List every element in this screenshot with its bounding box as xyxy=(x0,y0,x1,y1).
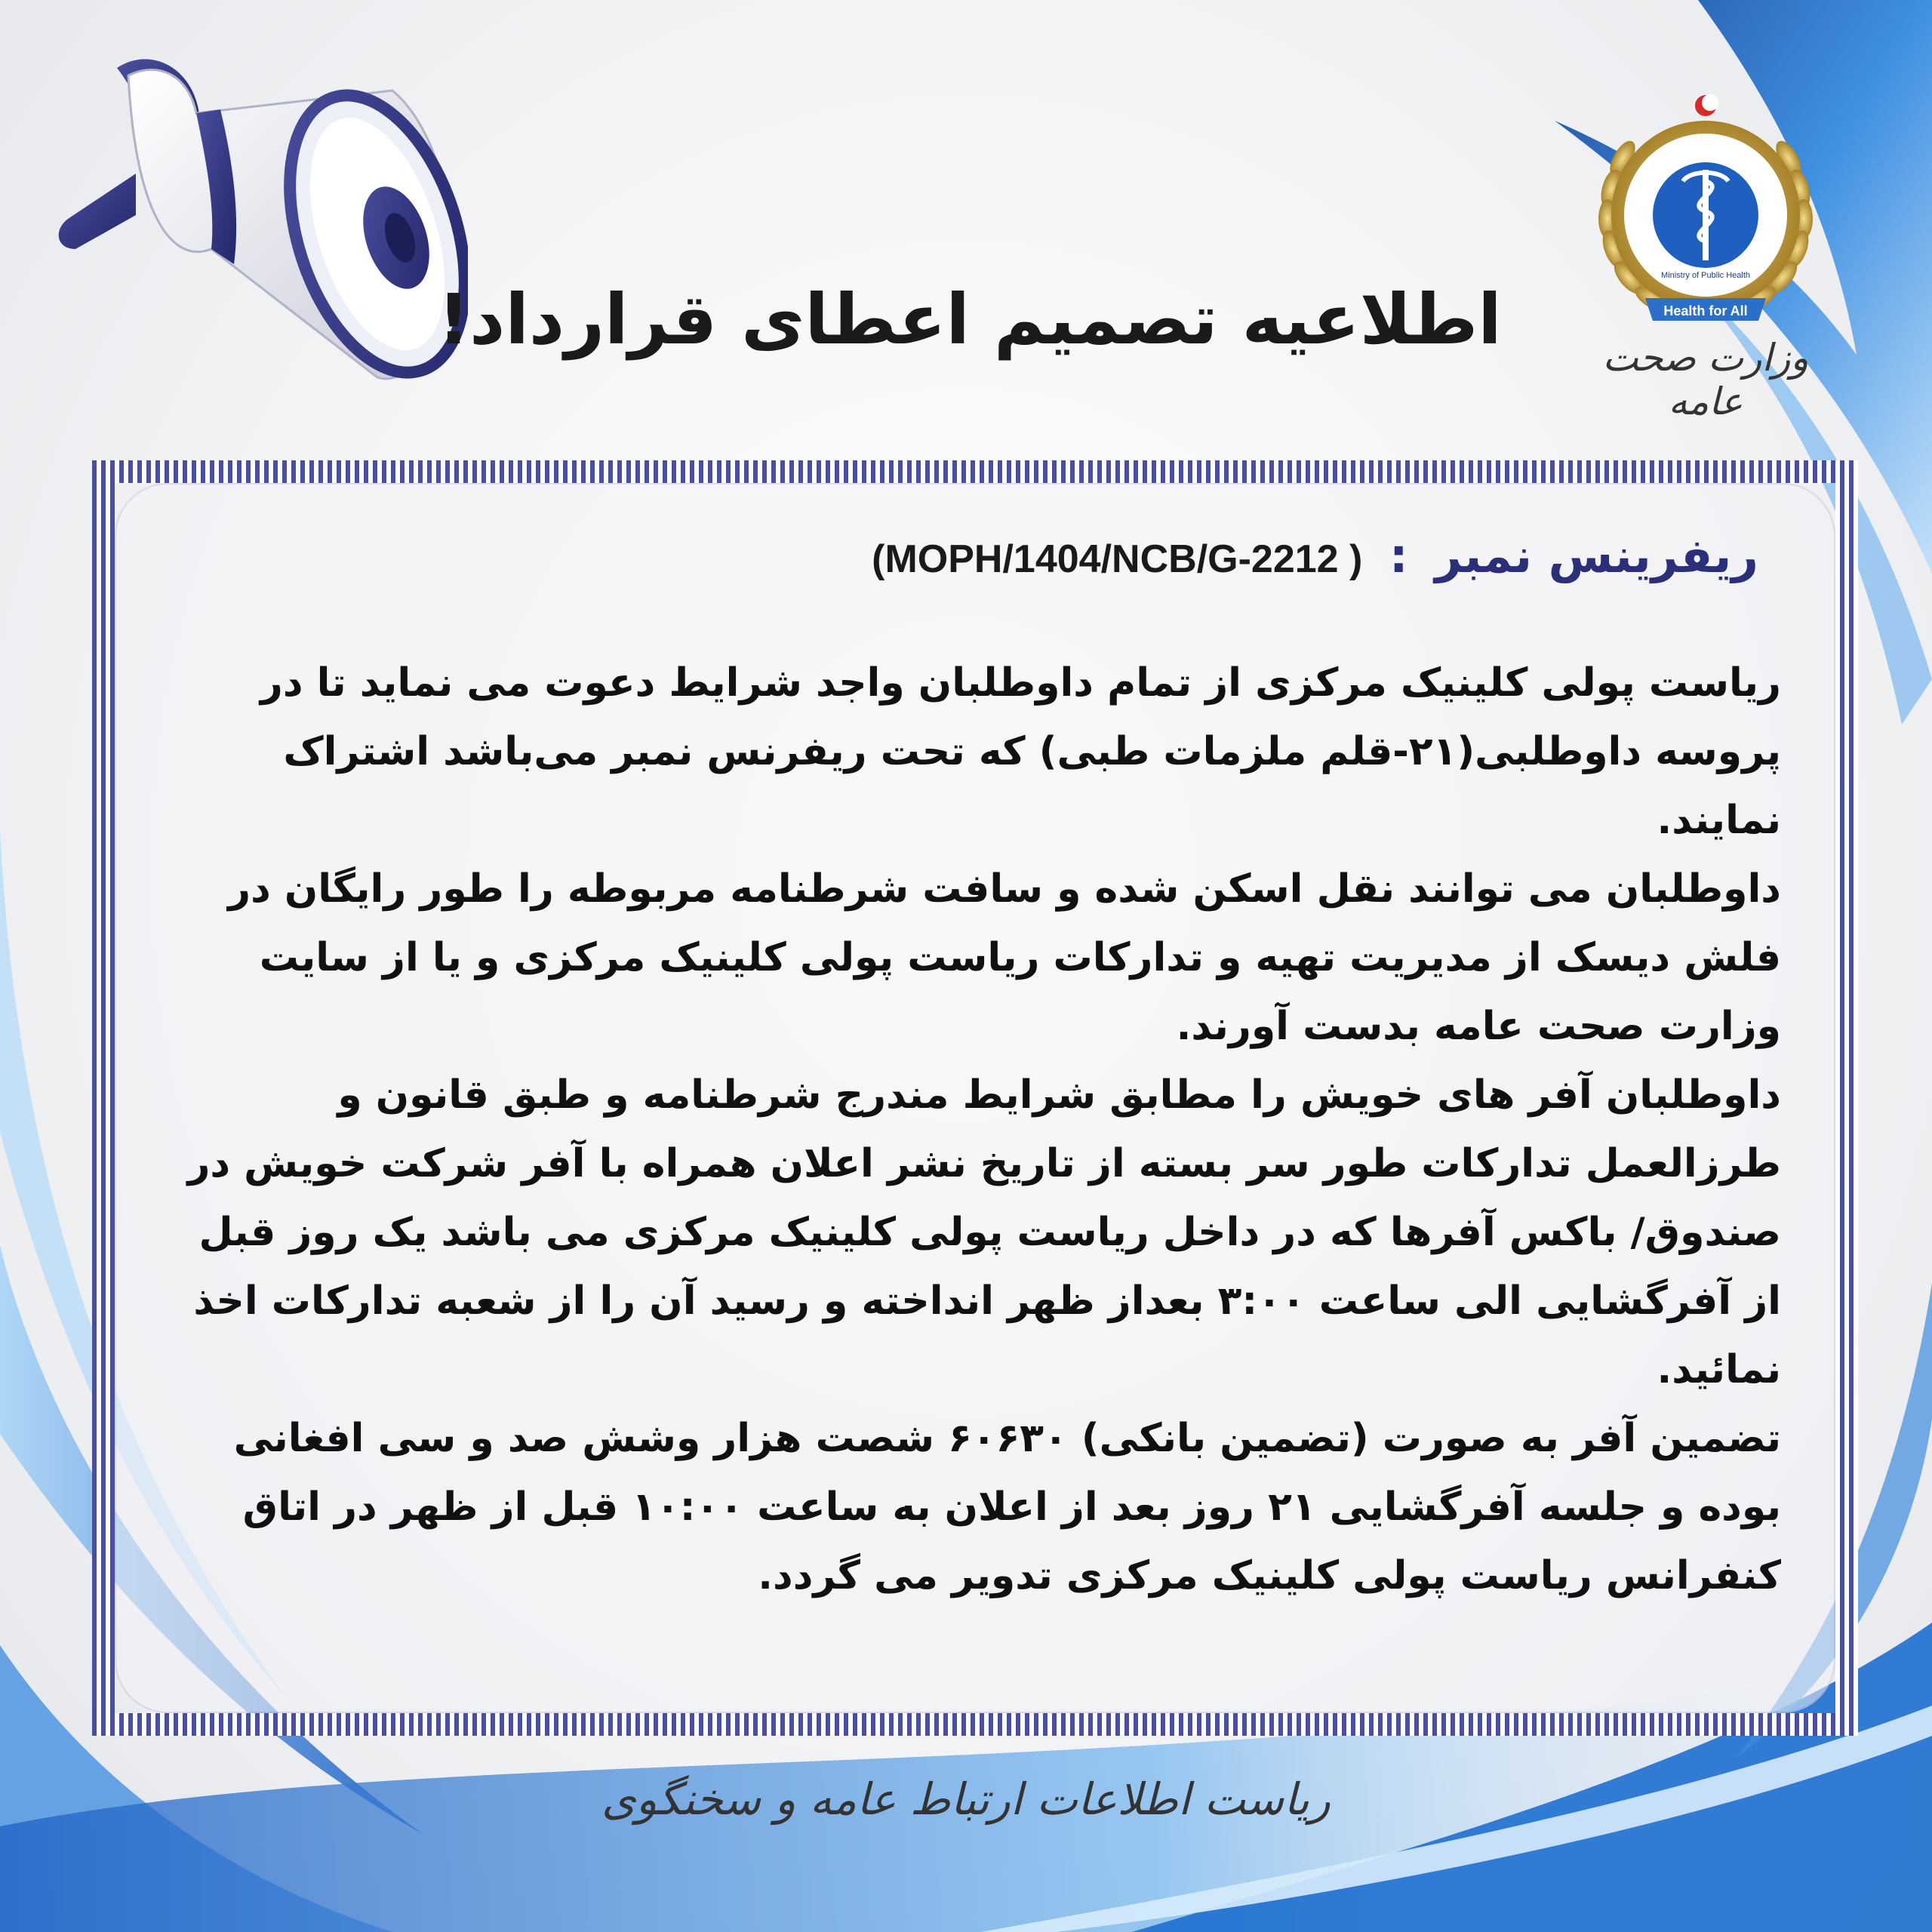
page-title: اطلاعیه تصمیم اعطای قرارداد! xyxy=(438,279,1502,360)
paragraph-documents: داوطلبان می توانند نقل اسکن شده و سافت شرطنامه مربوطه را طور رایگان در فلش دیسک از مدیریت تهیه و تدارکات ریاست پولی کلینیک مرکزی و یا از سایت وزارت صحت عامه بدست آورند. xyxy=(228,866,1781,1049)
reference-separator: : xyxy=(1389,528,1408,583)
paragraph-invitation: ریاست پولی کلینیک مرکزی از تمام داوطلبان واجد شرایط دعوت می نماید تا در پروسه داوطلبی(۲۱-قلم ملزمات طبی) که تحت ریفرنس نمبر می‌باشد اشتراک نمایند. xyxy=(260,660,1781,843)
paragraph-submission: داوطلبان آفر های خویش را مطابق شرایط مندرج شرطنامه و طبق قانون و طرزالعمل تدارکات طور سر بسته از تاریخ نشر اعلان همراه با آفر شرکت خویش در صندوق/ باکس آفرها که در داخل ریاست پولی کلینیک مرکزی می باشد یک روز قبل از آفرگشایی الی ساعت ۳:۰۰ بعداز ظهر انداخته و رسید آن را از شعبه تدارکات اخذ نمائید. xyxy=(187,1072,1781,1392)
emblem-ministry: Ministry of Public Health xyxy=(1661,271,1750,280)
emblem-caption: وزارت صحت عامه xyxy=(1602,336,1809,423)
reference-label: ریفرینس نمبر xyxy=(1435,528,1758,583)
ministry-emblem xyxy=(1570,75,1841,362)
announcement-body xyxy=(151,649,1781,1611)
megaphone-icon xyxy=(45,23,468,415)
reference-number: (MOPH/1404/NCB/G-2212 ) xyxy=(872,537,1363,581)
paragraph-guarantee: تضمین آفر به صورت (تضمین بانکی) ۶۰۶۳۰ شصت هزار وشش صد و سی افغانی بوده و جلسه آفرگشایی ۲۱ روز بعد از اعلان به ساعت ۱۰:۰۰ قبل از ظهر در اتاق کنفرانس ریاست پولی کلینیک مرکزی تدویر می گردد. xyxy=(233,1416,1781,1598)
reference-line xyxy=(872,528,1758,583)
footer-signature: ریاست اطلاعات ارتباط عامه و سخنگوی xyxy=(601,1774,1331,1825)
emblem-motto: Health for All xyxy=(1663,303,1748,318)
